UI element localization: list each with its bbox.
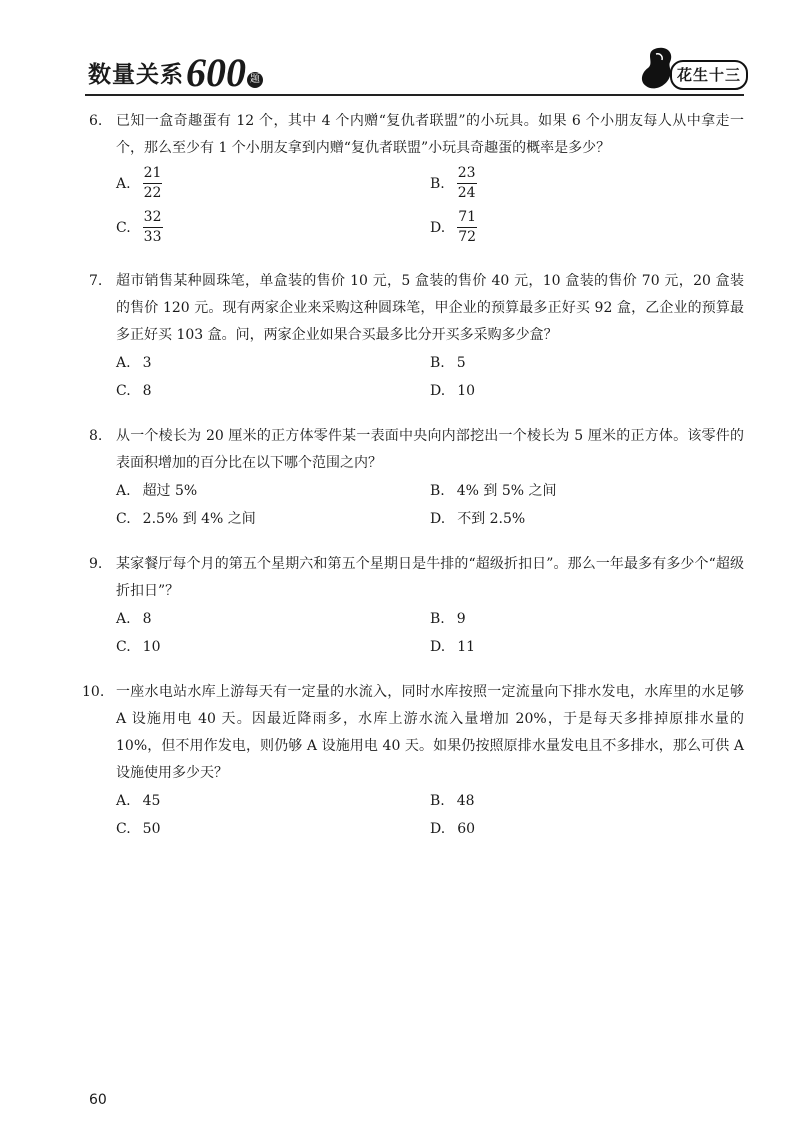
option-letter: B.: [430, 793, 445, 809]
fraction: [457, 162, 477, 206]
question-stem: 某家餐厅每个月的第五个星期六和第五个星期日是牛排的“超级折扣日”。那么一年最多有多少个“超级折扣日”？: [116, 556, 744, 599]
option-letter: D.: [430, 639, 446, 655]
fraction: [457, 206, 477, 250]
option-text: 60: [457, 821, 476, 837]
question-8: [0, 423, 800, 533]
option-text: 4% 到 5% 之间: [456, 483, 557, 499]
question-number: 8.: [89, 428, 103, 444]
option-a: [116, 162, 430, 206]
question-9: [0, 551, 800, 661]
option-text: 48: [456, 793, 475, 809]
option-text: 5: [456, 355, 466, 371]
option-letter: D.: [430, 821, 446, 837]
options: [116, 349, 744, 405]
question-7: [0, 268, 800, 405]
option-text: 3: [142, 355, 152, 371]
option-d: [430, 633, 744, 661]
fraction-denominator: 22: [143, 185, 162, 201]
option-text: 45: [142, 793, 161, 809]
brand-name: 花生十三: [670, 60, 748, 90]
option-d: [430, 505, 744, 533]
question-number: 7.: [89, 273, 103, 289]
option-letter: B.: [430, 355, 445, 371]
option-d: [430, 377, 744, 405]
question-list: [0, 108, 800, 861]
option-d: [430, 206, 744, 250]
option-letter: D.: [430, 383, 446, 399]
option-text: 2.5% 到 4% 之间: [142, 511, 256, 527]
option-letter: A.: [116, 611, 131, 627]
option-c: [116, 633, 430, 661]
option-text: 10: [142, 639, 161, 655]
option-letter: C.: [116, 821, 131, 837]
option-text: 8: [142, 611, 152, 627]
question-number: 6.: [89, 113, 103, 129]
option-text: 超过 5%: [142, 483, 198, 499]
book-title-badge: 题: [247, 72, 263, 88]
option-a: [116, 787, 430, 815]
brand-logo: [638, 46, 746, 92]
option-c: [116, 815, 430, 843]
option-text: 10: [457, 383, 476, 399]
fraction: [143, 206, 163, 250]
fraction-numerator: 21: [143, 165, 162, 181]
option-b: [430, 349, 744, 377]
option-letter: A.: [116, 483, 131, 499]
fraction-denominator: 72: [458, 229, 477, 245]
option-b: [430, 605, 744, 633]
fraction-numerator: 71: [458, 209, 477, 225]
fraction: [143, 162, 163, 206]
option-letter: C.: [116, 220, 131, 236]
option-letter: A.: [116, 176, 131, 192]
option-a: [116, 349, 430, 377]
page-header: [0, 0, 800, 100]
fraction-numerator: 23: [457, 165, 476, 181]
header-divider: [85, 94, 744, 96]
option-letter: A.: [116, 793, 131, 809]
book-title: [88, 50, 263, 95]
fraction-numerator: 32: [143, 209, 162, 225]
question-stem: 一座水电站水库上游每天有一定量的水流入，同时水库按照一定流量向下排水发电，水库里的水足够 A 设施用电 40 天。因最近降雨多，水库上游水流入量增加 20%，于是每天多排掉原排水量的 10%，但不用作发电，则仍够 A 设施用电 40 天。如果仍按照原排水量发电且不多排水，那么可供 A 设施使用多少天？: [116, 684, 744, 781]
question-10: [0, 679, 800, 843]
option-a: [116, 477, 430, 505]
question-stem: 从一个棱长为 20 厘米的正方体零件某一表面中央向内部挖出一个棱长为 5 厘米的正方体。该零件的表面积增加的百分比在以下哪个范围之内？: [116, 428, 744, 471]
option-b: [430, 162, 744, 206]
option-letter: A.: [116, 355, 131, 371]
book-title-text: 数量关系: [88, 62, 184, 88]
options: [116, 605, 744, 661]
option-b: [430, 787, 744, 815]
question-stem: 已知一盒奇趣蛋有 12 个，其中 4 个内赠“复仇者联盟”的小玩具。如果 6 个小朋友每人从中拿走一个，那么至少有 1 个小朋友拿到内赠“复仇者联盟”小玩具奇趣蛋的概率是多少？: [116, 113, 744, 156]
fraction-denominator: 24: [457, 185, 476, 201]
option-letter: C.: [116, 383, 131, 399]
option-letter: D.: [430, 511, 446, 527]
option-text: 8: [142, 383, 152, 399]
option-d: [430, 815, 744, 843]
option-letter: C.: [116, 511, 131, 527]
option-text: 50: [142, 821, 161, 837]
option-text: 11: [457, 639, 476, 655]
option-letter: B.: [430, 176, 445, 192]
option-text: 不到 2.5%: [457, 511, 526, 527]
option-letter: B.: [430, 611, 445, 627]
option-letter: C.: [116, 639, 131, 655]
book-title-number: 600: [186, 50, 246, 95]
question-number: 9.: [89, 556, 103, 572]
option-b: [430, 477, 744, 505]
page-number: 60: [89, 1092, 107, 1108]
question-stem: 超市销售某种圆珠笔，单盒装的售价 10 元，5 盒装的售价 40 元，10 盒装的售价 70 元，20 盒装的售价 120 元。现有两家企业来采购这种圆珠笔，甲企业的预算最多正好买 92 盒，乙企业的预算最多正好买 103 盒。问，两家企业如果合买最多比分开买多采购多少盒？: [116, 273, 744, 343]
question-6: [0, 108, 800, 250]
question-number: 10.: [82, 684, 105, 700]
options: [116, 787, 744, 843]
option-c: [116, 206, 430, 250]
option-text: 9: [456, 611, 466, 627]
option-letter: D.: [430, 220, 446, 236]
option-letter: B.: [430, 483, 445, 499]
option-c: [116, 377, 430, 405]
option-a: [116, 605, 430, 633]
fraction-denominator: 33: [143, 229, 162, 245]
options: [116, 162, 744, 250]
option-c: [116, 505, 430, 533]
options: [116, 477, 744, 533]
